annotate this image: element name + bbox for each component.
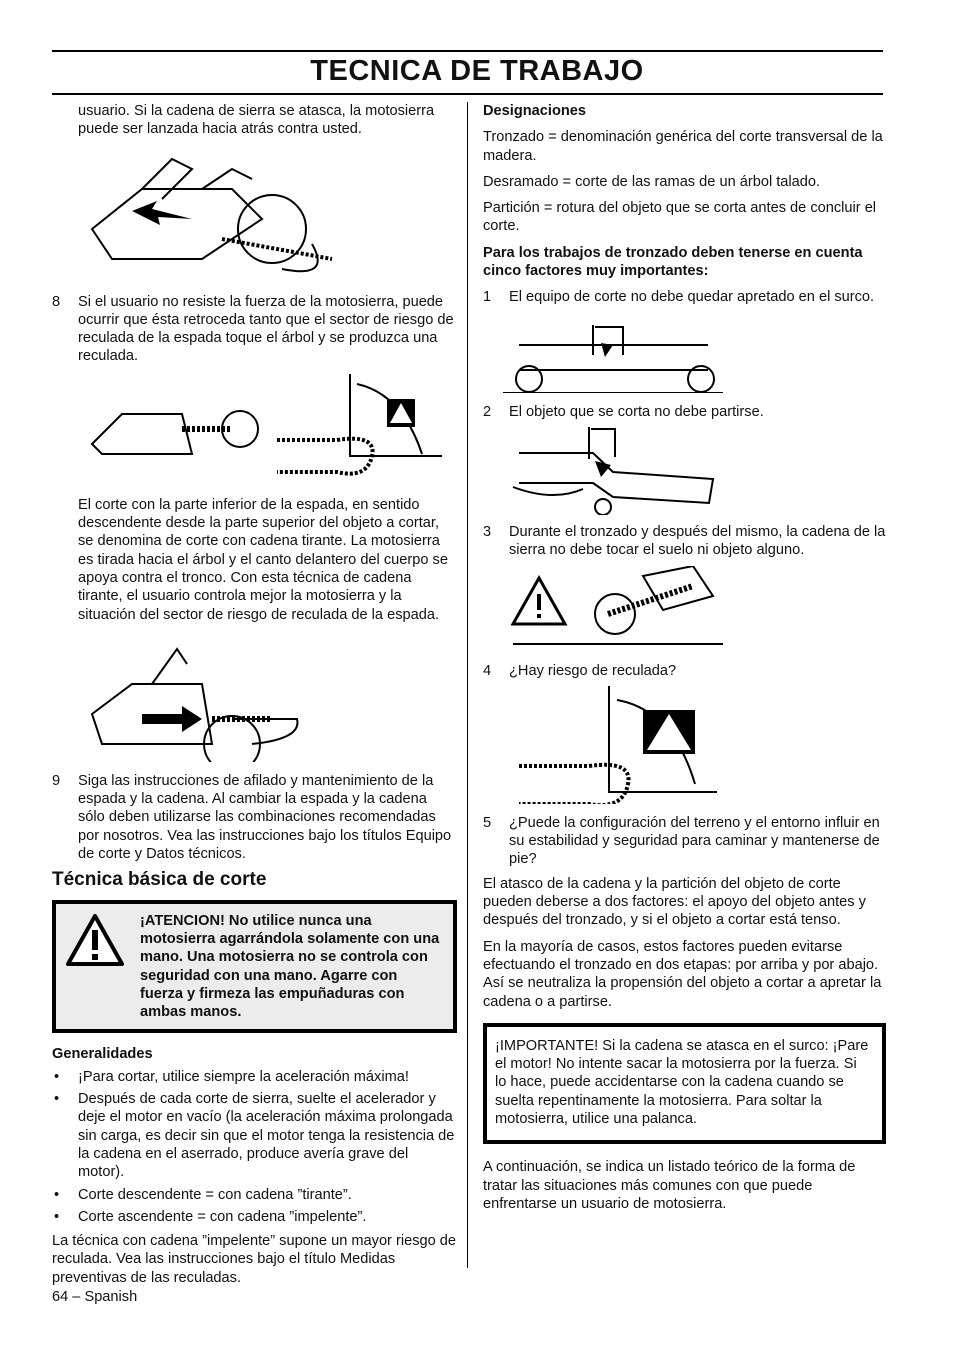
item-number: 5 [483,814,492,831]
item-number: 4 [483,662,492,679]
bullet-text: ¡Para cortar, utilice siempre la aceleración máxima! [78,1068,409,1085]
list-item [483,662,886,680]
list-item [483,403,886,421]
bullet: • [54,1208,60,1225]
kickback-zone-illustration [82,374,487,486]
important-text: ¡IMPORTANTE! Si la cadena se atasca en el surco: ¡Pare el motor! No intente sacar la motosierra por la fuerza. Si lo hace, puede accidentarse con la cadena cuando se suelta repentinamente la motosierra. Para soltar la motosierra, utilice una palanca. [495,1037,869,1128]
item-text: Si el usuario no resiste la fuerza de la motosierra, puede ocurrir que ésta retroceda tanto que el sector de riesgo de reculada de la espada toque el árbol y se produzca una reculada. [78,293,454,365]
log-split-illustration [483,427,886,515]
item-number: 2 [483,403,492,420]
header-rule-top [52,50,883,52]
paragraph: El atasco de la cadena y la partición del objeto de corte pueden deberse a dos factores: el apoyo del objeto antes y después del tronzado, y si el objeto a cortar está tenso. [483,875,866,929]
bullet: • [54,1186,60,1203]
definition: Desramado = corte de las ramas de un árbol talado. [483,173,821,190]
bullet-text: Corte descendente = con cadena ”tirante”. [78,1186,352,1203]
item-number: 3 [483,523,492,540]
header-rule-bottom [52,93,883,95]
item-text: El objeto que se corta no debe partirse. [509,403,764,420]
list-item [52,1186,457,1204]
item-text: ¿Puede la configuración del terreno y el entorno influir en su estabilidad y seguridad para caminar y mantenerse de pie? [509,814,880,868]
kickback-pushback-illustration [82,149,487,281]
definition: Partición = rotura del objeto que se corta antes de concluir el corte. [483,200,877,235]
factors-title: Para los trabajos de tronzado deben tenerse en cuenta cinco factores muy importantes: [483,244,863,280]
bullet-text: Después de cada corte de sierra, suelte el acelerador y deje el motor en vacío (la aceleración máxima prolongada sin carga, es decir sin que el motor tenga la resistencia de la cadena en el aserrado, produce avería grave del motor). [78,1091,455,1181]
list-item [483,814,886,869]
bullet: • [54,1068,60,1085]
left-column [52,102,457,1287]
warning-triangle-icon [64,912,126,968]
closing-paragraph: La técnica con cadena ”impelente” supone un mayor riesgo de reculada. Vea las instrucciones bajo el título Medidas preventivas de las reculadas. [52,1233,457,1286]
item-text: Siga las instrucciones de afilado y mantenimiento de la espada y la cadena. Al cambiar la espada y la cadena sólo deben utilizarse las combinaciones recomendadas por nosotros. Vea las instrucciones bajo los títulos Equipo de corte y Datos técnicos. [78,772,452,863]
pull-chain-paragraph: El corte con la parte inferior de la espada, en sentido descendente desde la parte superior del objeto a cortar, se denomina de corte con cadena tirante. La motosierra es tirada hacia el árbol y el canto delantero del cuerpo se apoya contra el tronco. Con esta técnica de cadena tirante, el usuario controla mejor la motosierra y la situación del sector de riesgo de reculada de la espada. [78,496,448,623]
warning-text: ¡ATENCION! No utilice nunca una motosierra agarrándola solamente con una mano. Una motosierra no se controla con seguridad con una mano. Agarre con fuerza y firmeza las empuñaduras con ambas manos. [140,912,440,1021]
list-item [483,523,886,560]
item-number: 1 [483,289,492,306]
warning-box [52,900,457,1034]
page-title: TECNICA DE TRABAJO [310,55,644,87]
log-pinch-illustration [483,315,886,393]
page-footer: 64 – Spanish [52,1289,138,1305]
item-text: El equipo de corte no debe quedar apretado en el surco. [509,289,875,306]
list-item [52,772,457,863]
subheading-designaciones: Designaciones [483,103,587,119]
item-number: 9 [52,772,61,789]
important-box [483,1023,886,1144]
definition: Tronzado = denominación genérica del corte transversal de la madera. [483,129,883,164]
bullet: • [54,1091,60,1108]
paragraph: En la mayoría de casos, estos factores pueden evitarse efectuando el tronzado en dos etapas: por arriba y por abajo. Así se neutraliza la propensión del objeto a cortar a apretar la cadena o a partirse. [483,938,882,1010]
intro-paragraph: usuario. Si la cadena de sierra se atasca, la motosierra puede ser lanzada hacia atrás contra usted. [78,103,435,138]
item-text: ¿Hay riesgo de reculada? [509,662,677,679]
bullet-text: Corte ascendente = con cadena ”impelente”. [78,1208,367,1225]
list-item [483,288,886,306]
pull-chain-cut-illustration [82,644,487,762]
paragraph: A continuación, se indica un listado teórico de la forma de tratar las situaciones más comunes con que puede enfrentarse un usuario de motosierra. [483,1159,856,1212]
subheading-generalidades: Generalidades [52,1046,153,1063]
chain-ground-contact-illustration [483,566,886,654]
item-number: 8 [52,293,61,310]
bullet-list [52,1068,457,1226]
item-text: Durante el tronzado y después del mismo, la cadena de la sierra no debe tocar el suelo ni objeto alguno. [509,523,886,559]
list-item [52,293,457,366]
list-item [52,1090,457,1181]
list-item [52,1208,457,1226]
section-title: Técnica básica de corte [52,869,267,891]
right-column [483,102,886,1213]
kickback-zone-illustration [483,686,886,804]
list-item [52,1068,457,1086]
